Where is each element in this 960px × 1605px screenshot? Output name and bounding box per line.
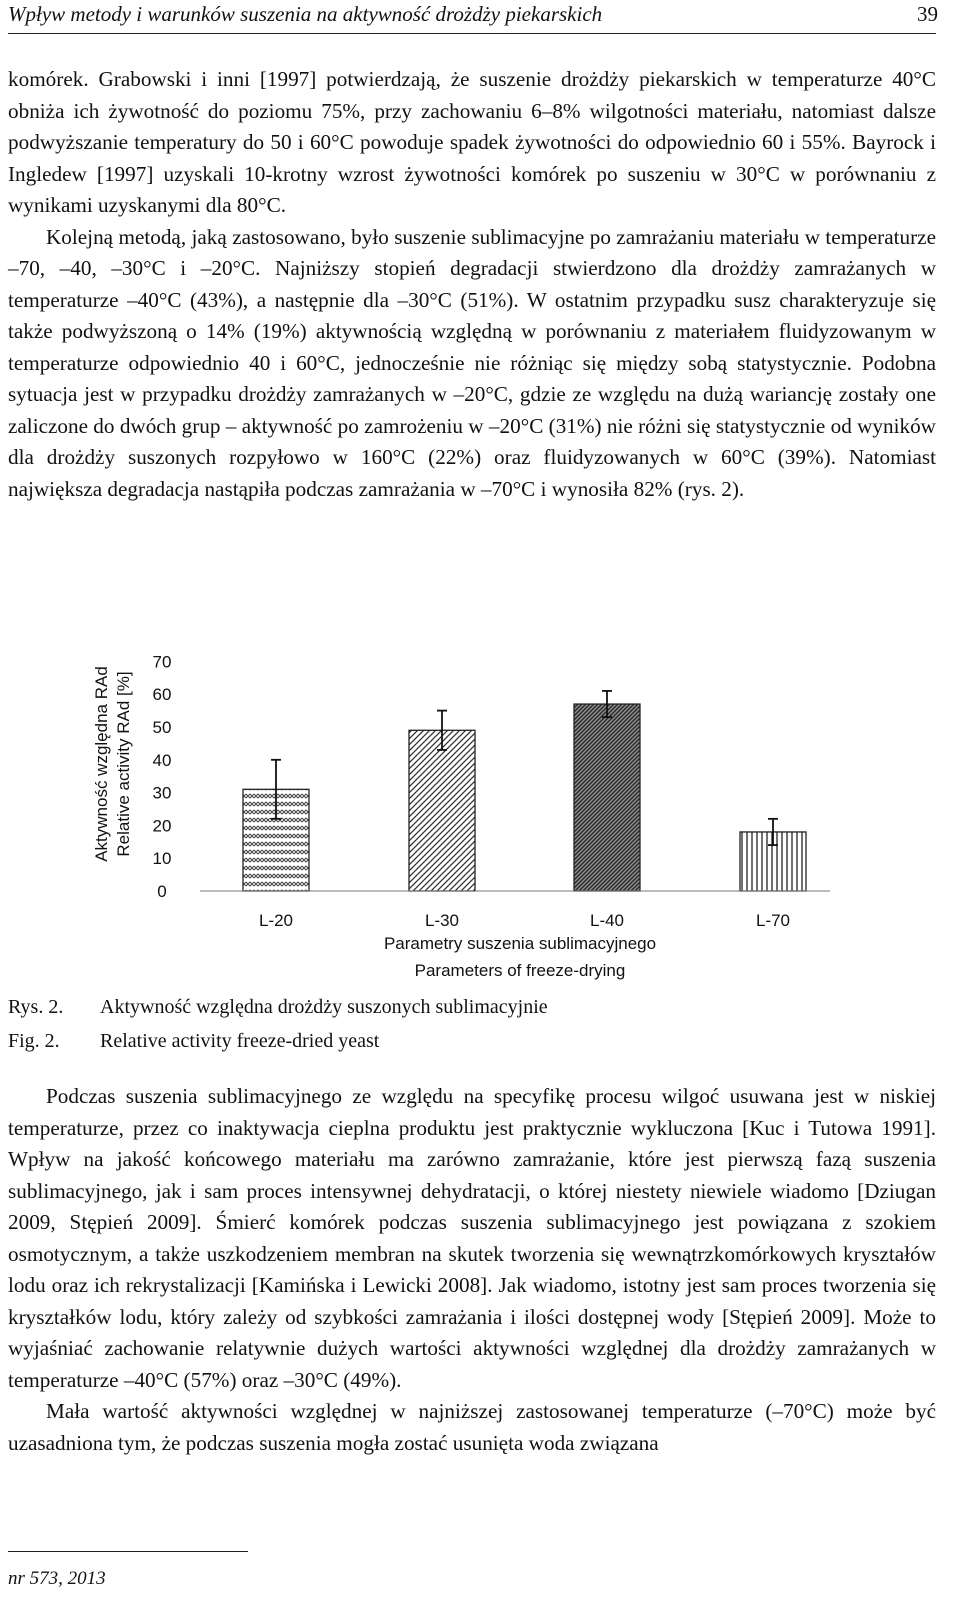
caption-label: Rys. 2.	[8, 996, 64, 1018]
caption-label: Fig. 2.	[8, 1030, 60, 1052]
paragraph: komórek. Grabowski i inni [1997] potwierdzają, że suszenie drożdży piekarskich w temperaturze 40°C obniża ich żywotność do poziomu 75%, przy zachowaniu 6–8% wilgotności materiału, natomiast dalsze podwyższanie temperatury do 50 i 60°C powoduje spadek żywotności do odpowiednio 60 i 55%. Bayrock i Ingledew [1997] uzyskali 10-krotny wzrost żywotności komórek po suszeniu w 30°C w porównaniu z wynikami uzyskanymi dla 80°C.	[8, 67, 936, 217]
page-number: 39	[917, 2, 938, 26]
running-title: Wpływ metody i warunków suszenia na aktywność drożdży piekarskich	[8, 2, 603, 26]
y-tick-label: 10	[152, 849, 172, 869]
y-tick-label: 0	[157, 882, 167, 901]
x-tick-label: L-30	[424, 911, 460, 930]
x-axis-label-polish: Parametry suszenia sublimacyjnego	[383, 934, 657, 953]
caption-english	[8, 1024, 908, 1058]
y-tick-label: 20	[152, 816, 172, 836]
body-text-top	[8, 64, 936, 505]
y-tick-label: 30	[152, 783, 172, 803]
figure-captions	[8, 990, 908, 1058]
y-axis-label-polish: Aktywność względna RAd	[92, 666, 111, 862]
figure-2	[70, 640, 830, 995]
y-tick-label: 60	[152, 685, 172, 705]
bar-l-40	[574, 704, 640, 891]
header-rule	[8, 33, 936, 34]
caption-text: Aktywność względna drożdży suszonych sublimacyjnie	[100, 996, 548, 1018]
paragraph: Kolejną metodą, jaką zastosowano, było suszenie sublimacyjne po zamrażaniu materiału w temperaturze –70, –40, –30°C i –20°C. Najniższy stopień degradacji stwierdzono dla drożdży zamrażanych w temperaturze –40°C (43%), a następnie dla –30°C (51%). W ostatnim przypadku susz charakteryzuje się także podwyższoną o 14% (19%) aktywnością względną w porównaniu z materiałem fluidyzowanym w temperaturze odpowiednio 40 i 60°C, jednocześnie nie różniąc się między sobą statystycznie. Podobna sytuacja jest w przypadku drożdży zamrażanych w –20°C, gdzie ze względu na dużą wariancję zostały one zaliczone do dwóch grup – aktywność po zamrożeniu w –20°C (31%) nie różni się statystycznie od wyników dla drożdży suszonych rozpyłowo w 160°C (22%) oraz fluidyzowanych w 60°C (39%). Natomiast największa degradacja nastąpiła podczas zamrażania w –70°C i wynosiła 82% (rys. 2).	[8, 224, 936, 501]
y-tick-label: 40	[152, 750, 172, 770]
footer-rule	[8, 1551, 248, 1552]
x-tick-label: L-20	[258, 911, 294, 930]
footer-note: nr 573, 2013	[8, 1568, 106, 1589]
body-text-bottom	[8, 1081, 936, 1459]
caption-text: Relative activity freeze-dried yeast	[100, 1030, 380, 1052]
bars	[243, 691, 806, 891]
x-axis-ticks	[259, 911, 790, 930]
bar-chart	[70, 640, 830, 990]
x-tick-label: L-40	[589, 911, 625, 930]
y-tick-label: 50	[152, 718, 172, 737]
x-tick-label: L-70	[755, 911, 791, 930]
caption-polish	[8, 990, 908, 1024]
paragraph: Podczas suszenia sublimacyjnego ze względu na specyfikę procesu wilgoć usuwana jest w niskiej temperaturze, przez co inaktywacja cieplna produktu jest praktycznie wykluczona [Kuc i Tutowa 1991]. Wpływ na jakość końcowego materiału ma zarówno zamrażanie, które jest pierwszą fazą suszenia sublimacyjnego, jak i sam proces intensywnej dehydratacji, o której niestety niewiele wiadomo [Dziugan 2009, Stępień 2009]. Śmierć komórek podczas suszenia sublimacyjnego jest powiązana z szokiem osmotycznym, a także uszkodzeniem membran na skutek tworzenia się wewnątrzkomórkowych kryształów lodu oraz ich rekrystalizacji [Kamińska i Lewicki 2008]. Jak wiadomo, istotny jest sam proces tworzenia się kryształków lodu, który zależy od szybkości zamrażania i ilości dostępnej wody [Stępień 2009]. Może to wyjaśniać zachowanie relatywnie dużych wartości aktywności względnej dla drożdży zamrażanych w temperaturze –40°C (57%) oraz –30°C (49%).	[8, 1084, 936, 1392]
paragraph: Mała wartość aktywności względnej w najniższej zastosowanej temperaturze (–70°C) może być uzasadniona tym, że podczas suszenia mogła zostać usunięta woda związana	[8, 1399, 936, 1455]
y-axis-label-english: Relative activity RAd [%]	[114, 671, 133, 857]
y-tick-label: 70	[152, 652, 172, 672]
running-header	[8, 0, 938, 32]
y-axis-ticks	[153, 652, 172, 901]
bar-l-30	[409, 730, 475, 891]
x-axis-label-english: Parameters of freeze-drying	[414, 961, 626, 980]
